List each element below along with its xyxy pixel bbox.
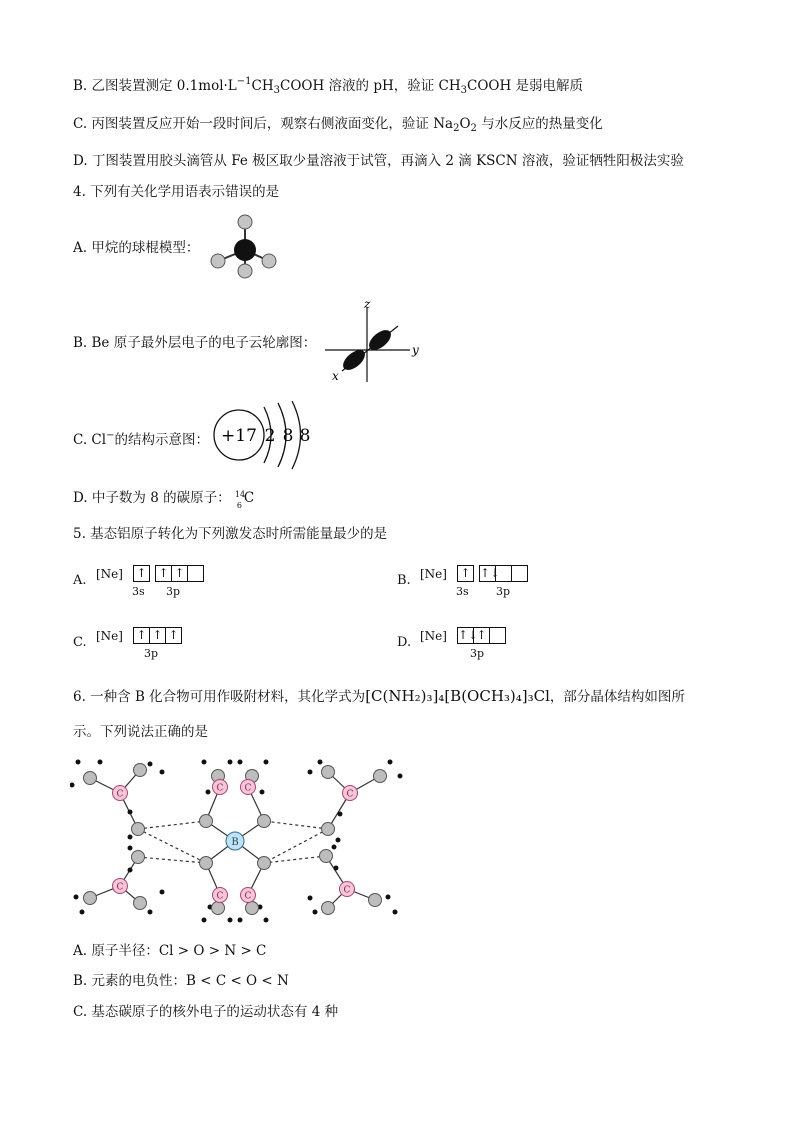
q5-option-b-letter: B.: [397, 573, 411, 588]
hydrogen-atom: [160, 890, 165, 895]
grey-atom: [374, 770, 387, 783]
orbital-box: ↑: [165, 627, 182, 644]
y-axis-label: y: [412, 343, 419, 357]
hydrogen-atom: [260, 790, 265, 795]
boron-label: B: [231, 837, 239, 848]
grey-atom: [84, 892, 97, 905]
hydrogen-atom: [264, 760, 269, 765]
orbital-box: ↑↓: [479, 566, 501, 580]
hydrogen-atom: [308, 770, 313, 775]
q6-option-c: C. 基态碳原子的核外电子的运动状态有 4 种: [73, 1004, 339, 1020]
hydrogen-atom: [98, 760, 103, 765]
q4-stem: 4. 下列有关化学用语表示错误的是: [73, 184, 280, 200]
crystal-structure-diagram: [70, 752, 405, 924]
ne-core: [Ne]: [96, 566, 123, 581]
hydrogen-bond: [264, 856, 326, 863]
hydrogen-atom: [148, 910, 153, 915]
grey-atom: [200, 815, 213, 828]
subshell-label: 3s: [456, 585, 469, 598]
subshell-label: 3p: [496, 585, 511, 598]
subshell-label: 3p: [144, 647, 159, 660]
ne-core: [Ne]: [420, 566, 447, 581]
subshell-label: 3s: [132, 585, 145, 598]
hydrogen-atom: [398, 774, 403, 779]
q3-option-d: D. 丁图装置用胶头滴管从 Fe 极区取少量溶液于试管，再滴入 2 滴 KSCN 溶液，验证牺牲阳极法实验: [73, 153, 684, 169]
hydrogen-atom: [148, 762, 153, 767]
orbital-box: [187, 565, 204, 582]
hydrogen-bond: [138, 857, 206, 863]
grey-atom: [369, 894, 382, 907]
grey-atom: [134, 764, 147, 777]
grey-atom: [258, 857, 271, 870]
chloride-structure-diagram: [212, 401, 322, 471]
z-axis-label: z: [364, 298, 371, 311]
grey-atom: [200, 857, 213, 870]
hydrogen-atom: [393, 910, 398, 915]
chemical-formula: [C(NH₂)₃]₄[B(OCH₃)₄]₃Cl: [365, 687, 550, 705]
grey-atom: [322, 902, 335, 915]
orbital-box: ↑↓: [457, 628, 479, 642]
q6-stem-line1: 6. 一种含 B 化合物可用作吸附材料，其化学式为[C(NH₂)₃]₄[B(OCH₃)₄]₃Cl，部分晶体结构如图所: [73, 687, 685, 705]
grey-atom: [258, 815, 271, 828]
q3-option-b: B. 乙图装置测定 $0.1mol\cdot L^{-1}CH_3COOH$ 溶液的 pH，验证 $CH_3COOH$ 是弱电解质: [73, 76, 584, 96]
hydrogen-atom: [76, 760, 81, 765]
hydrogen-atom: [80, 910, 85, 915]
orbital-box: [495, 565, 512, 582]
carbon-label: C: [216, 891, 224, 902]
q5-option-d-orbital: [420, 627, 505, 660]
p-orbital-electron-cloud-diagram: [320, 298, 425, 383]
methane-ball-stick-model: [205, 212, 285, 282]
orbital-box: ↑: [133, 627, 150, 644]
orbital-box: ↑: [457, 565, 474, 582]
subshell-label: 3p: [470, 647, 485, 660]
q5-option-a-letter: A.: [73, 573, 87, 588]
hydrogen-atom: [202, 918, 207, 923]
carbon-label: C: [116, 789, 124, 800]
subshell-label: 3p: [166, 585, 181, 598]
orbital-box: ↑: [155, 565, 172, 582]
grey-atom: [132, 851, 145, 864]
q5-option-b-orbital: [420, 565, 527, 598]
shell-1-count: 2: [264, 426, 276, 446]
hydrogen-atom: [128, 810, 133, 815]
hydrogen-bond: [138, 829, 206, 863]
grey-atom: [246, 902, 259, 915]
orbital-box: ↑: [473, 627, 490, 644]
nucleus-charge: +17: [221, 426, 257, 446]
carbon-label: C: [343, 885, 351, 896]
hydrogen-bond: [264, 821, 328, 829]
hydrogen-atom: [334, 866, 339, 871]
carbon-label: C: [216, 783, 224, 794]
shell-2-count: 8: [282, 426, 294, 446]
hydrogen-bond: [138, 821, 206, 829]
hydrogen-atom: [228, 760, 233, 765]
hydrogen-atom: [313, 910, 318, 915]
q5-option-c-orbital: [96, 627, 181, 660]
atomic-number: 6: [236, 501, 242, 510]
q5-option-c-letter: C.: [73, 635, 87, 650]
hydrogen-atom: [338, 812, 343, 817]
q6-option-a: A. 原子半径：Cl > O > N > C: [73, 943, 267, 959]
hydrogen-atom: [336, 838, 341, 843]
hydrogen-atom: [206, 790, 211, 795]
grey-atom: [322, 766, 335, 779]
hydrogen-atom: [308, 896, 313, 901]
grey-atom: [134, 897, 147, 910]
q4-option-c: C. Cl−的结构示意图：: [73, 430, 209, 448]
grey-atom: [320, 850, 333, 863]
carbon-label: C: [244, 891, 252, 902]
carbon-label: C: [244, 783, 252, 794]
grey-atom: [212, 902, 225, 915]
hydrogen-atom: [332, 845, 337, 850]
hydrogen-atom: [318, 760, 323, 765]
q5-option-a-orbital: [96, 565, 203, 598]
ne-core: [Ne]: [96, 628, 123, 643]
grey-atom: [132, 823, 145, 836]
q5-option-d-letter: D.: [397, 635, 412, 650]
q4-option-d: D. 中子数为 8 的碳原子： 14 6 C: [73, 488, 253, 508]
hydrogen-atom: [128, 868, 133, 873]
element-symbol: C: [243, 490, 255, 506]
hydrogen-bond: [264, 829, 328, 863]
hydrogen-atom: [74, 895, 79, 900]
orbital-box: ↑: [149, 627, 166, 644]
q6-stem-line2: 示。下列说法正确的是: [73, 724, 208, 740]
orbital-box: [489, 627, 506, 644]
hydrogen-atom: [238, 760, 243, 765]
q6-option-b: B. 元素的电负性：B < C < O < N: [73, 973, 289, 989]
q3-option-c: C. 丙图装置反应开始一段时间后，观察右侧液面变化，验证 $Na_2O_2$ 与水反应的热量变化: [73, 116, 603, 134]
hydrogen-atom: [128, 835, 133, 840]
hydrogen-atom: [264, 918, 269, 923]
grey-atom: [84, 772, 97, 785]
hydrogen-atom: [128, 846, 133, 851]
hydrogen-atom: [202, 760, 207, 765]
orbital-box: ↑: [133, 565, 150, 582]
q4-option-b: B. Be 原子最外层电子的电子云轮廓图：: [73, 335, 317, 351]
x-axis-label: x: [332, 369, 339, 383]
hydrogen-atom: [238, 918, 243, 923]
mass-number: 14: [234, 490, 246, 499]
hydrogen-atom: [388, 760, 393, 765]
shell-3-count: 8: [299, 426, 311, 446]
q4-option-a: A. 甲烷的球棍模型：: [73, 240, 200, 256]
hydrogen-atom: [160, 770, 165, 775]
orbital-box: [511, 565, 528, 582]
orbital-box: ↑: [171, 565, 188, 582]
q5-stem: 5. 基态铝原子转化为下列激发态时所需能量最少的是: [73, 526, 388, 542]
carbon-label: C: [116, 882, 124, 893]
hydrogen-atom: [228, 918, 233, 923]
hydrogen-atom: [386, 895, 391, 900]
ne-core: [Ne]: [420, 628, 447, 643]
carbon-label: C: [346, 789, 354, 800]
grey-atom: [322, 823, 335, 836]
hydrogen-atom: [70, 783, 75, 788]
